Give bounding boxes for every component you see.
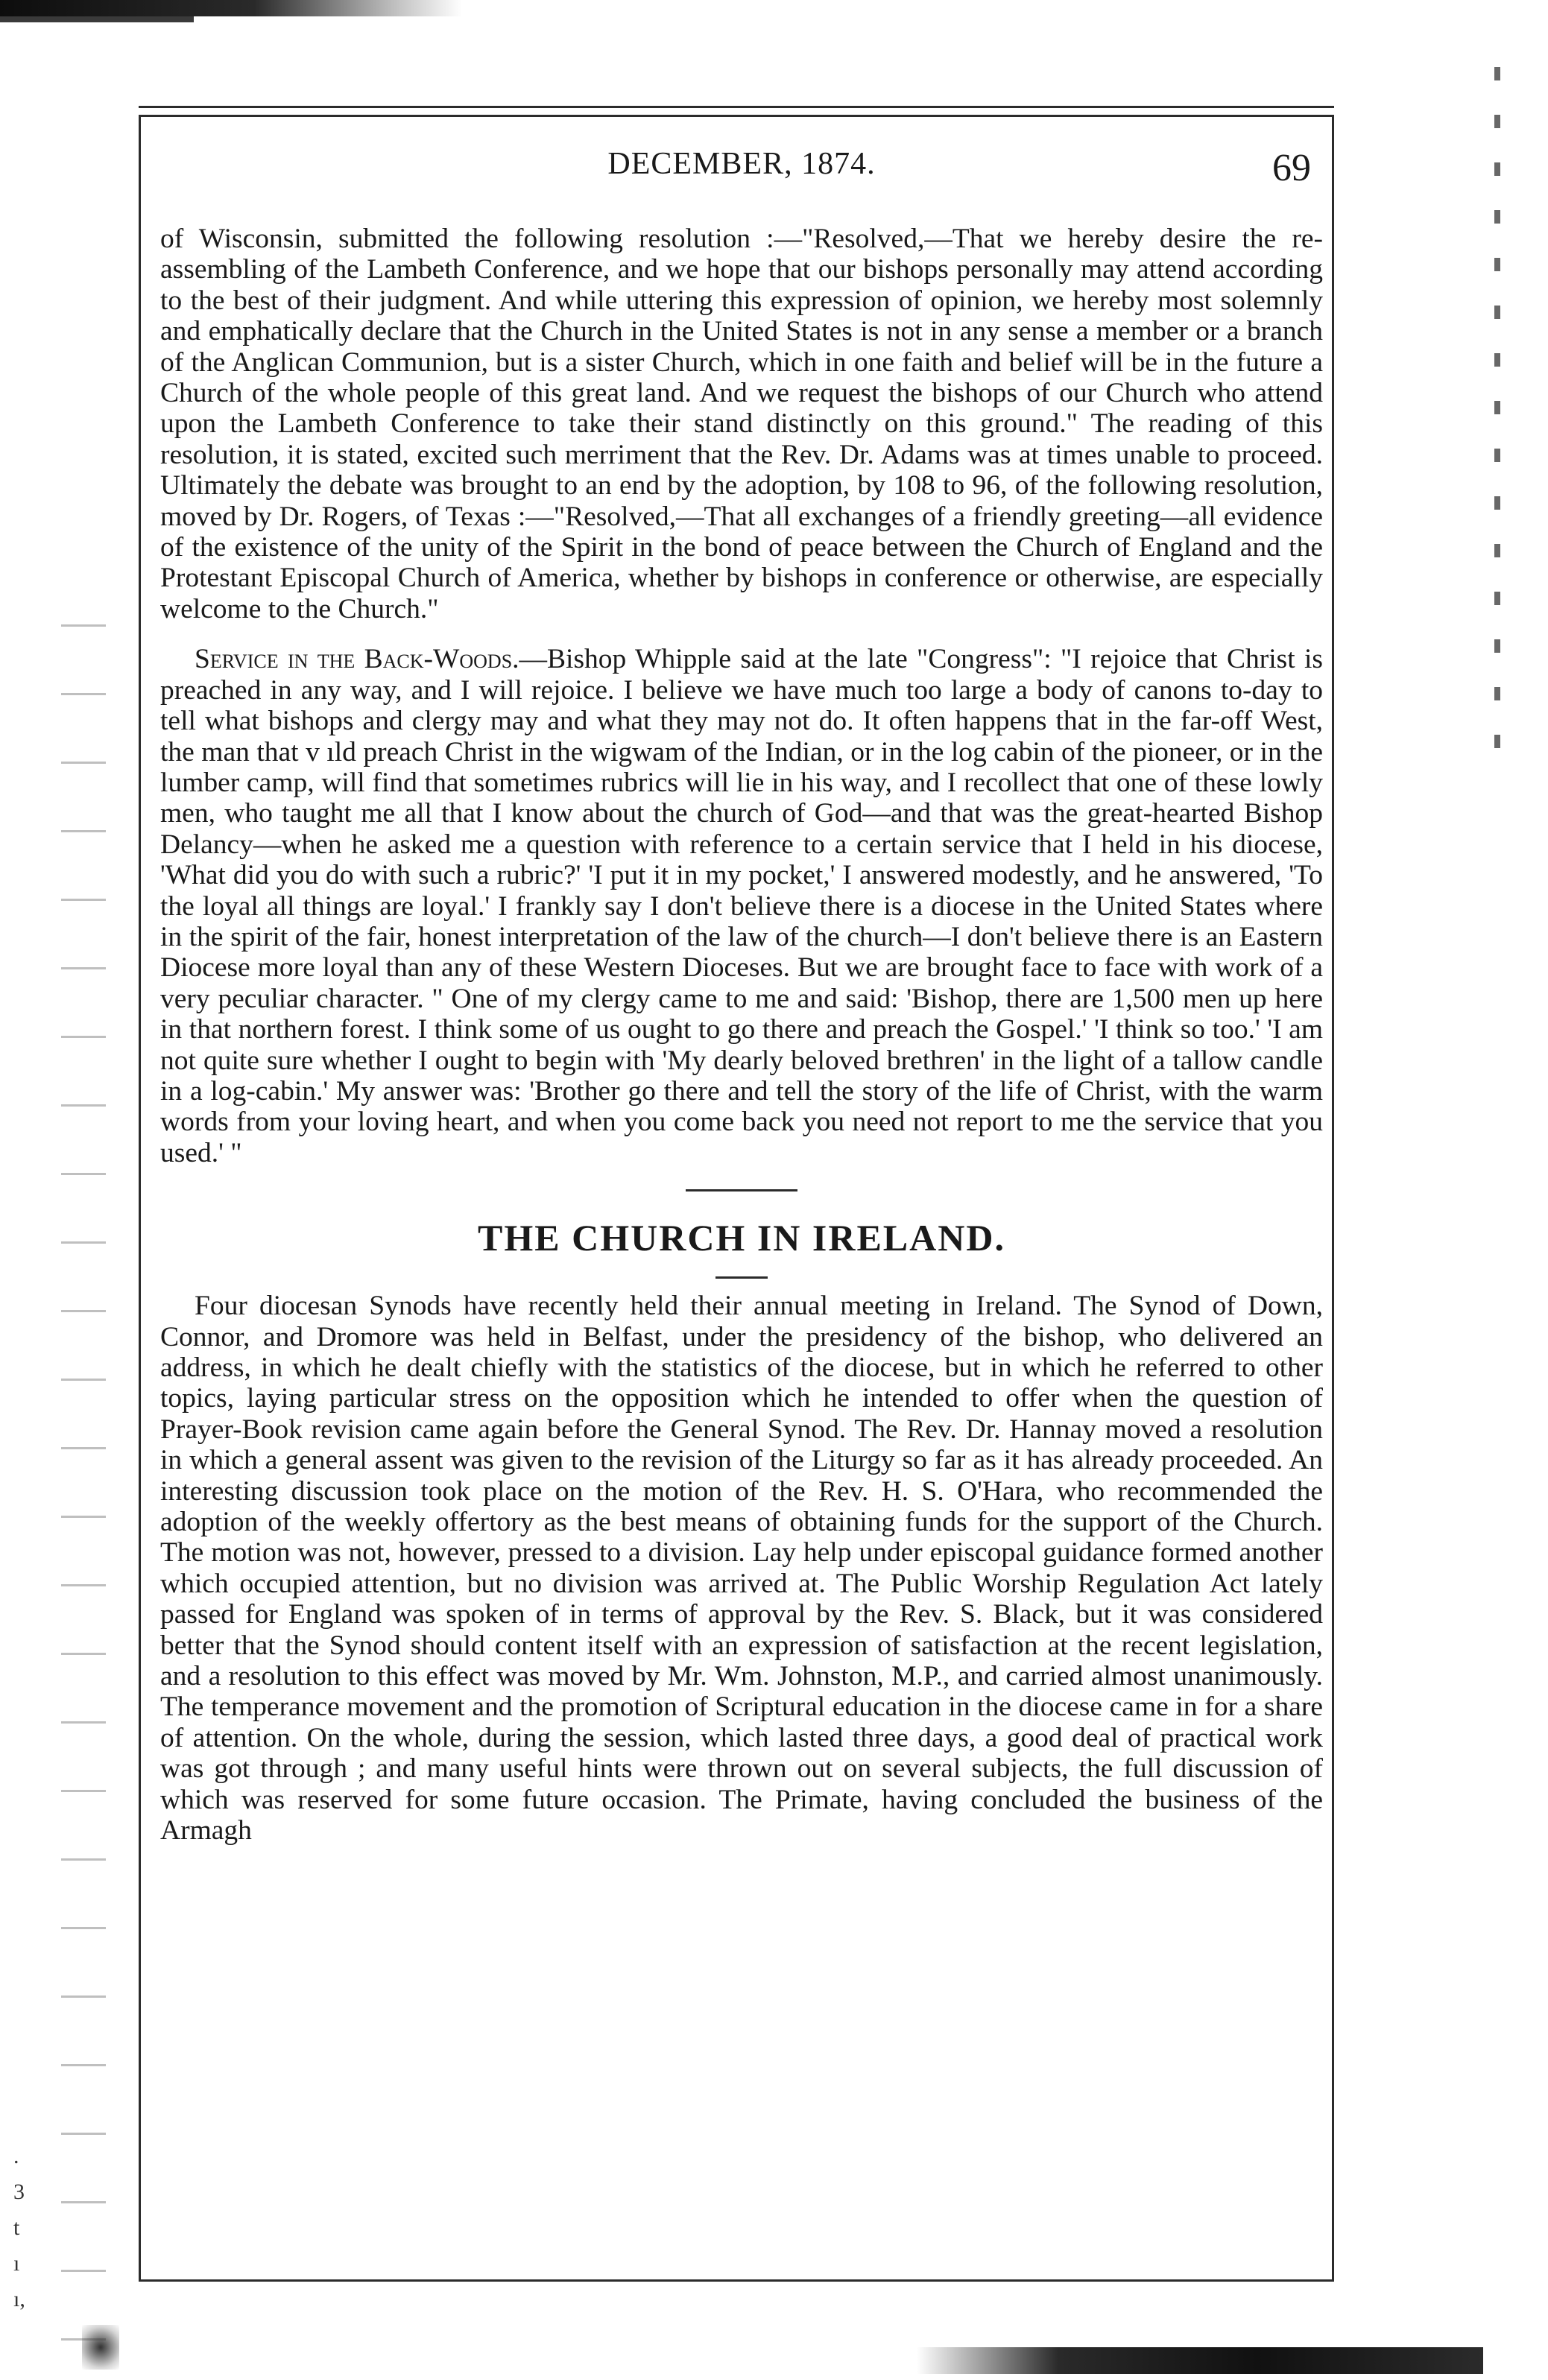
scan-smudge	[82, 2325, 119, 2370]
title-rule	[715, 1276, 768, 1279]
article-body	[160, 224, 1323, 1846]
page-header	[160, 146, 1323, 213]
paragraph-wisconsin-resolution: of Wisconsin, submitted the following resolution :—"Resolved,—That we hereby desire the re-assembling of the Lambeth Conference, and we hope that our bishops personally may attend according to the best of their judgment. And while uttering this expression of opinion, we hereby most solemnly and emphatically declare that the Church in the United States is not in any sense a member or a branch of the Anglican Communion, but is a sister Church, which in one faith and belief will be in the future a Church of the whole people of this great land. And we request the bishops of our Church who attend upon the Lambeth Conference to take their stand distinctly on this ground." The reading of this resolution, it is stated, excited such merriment that the Rev. Dr. Adams was at times unable to proceed. Ultimately the debate was brought to an end by the adoption, by 108 to 96, of the following resolution, moved by Dr. Rogers, of Texas :—"Resolved,—That all exchanges of a friendly greeting—all evidence of the existence of the unity of the Spirit in the bond of peace between the Church of England and the Protestant Episcopal Church of America, whether by bishops in conference or otherwise, are especially welcome to the Church."	[160, 224, 1323, 624]
section-title: THE CHURCH IN IRELAND.	[478, 1217, 1005, 1259]
margin-letter: ı,	[13, 2287, 25, 2311]
margin-letter: ı	[13, 2251, 20, 2276]
scan-edge-shadow	[0, 0, 462, 16]
scan-edge-shadow-lower	[0, 16, 194, 22]
margin-letter: .	[13, 2144, 19, 2168]
scan-bottom-shadow	[917, 2347, 1483, 2374]
binding-margin-marks	[61, 596, 106, 2370]
right-margin-marks	[1494, 67, 1500, 768]
paragraph-church-in-ireland: Four diocesan Synods have recently held their annual meeting in Ireland. The Synod of Down, Connor, and Dromore was held in Belfast, under the presidency of the bishop, who delivered an address, in which he dealt chiefly with the statistics of the diocese, but in which he referred to other topics, laying particular stress on the opposition which he intended to offer when the question of Prayer-Book revision came again before the General Synod. The Rev. Dr. Hannay moved a resolution in which a general assent was given to the revision of the Liturgy so far as it has already proceeded. An interesting discussion took place on the motion of the Rev. H. S. O'Hara, who recommended the adoption of the weekly offertory as the best means of obtaining funds for the support of the Church. The motion was not, however, pressed to a division. Lay help under episcopal guidance formed another which occupied attention, but no division was arrived at. The Public Worship Regulation Act lately passed for England was spoken of in terms of approval by the Rev. S. Black, but it was considered better that the Synod should content itself with an expression of satisfaction at the recent legislation, and a resolution to this effect was moved by Mr. Wm. Johnston, M.P., and carried almost unanimously. The temperance movement and the promotion of Scriptural education in the diocese came in for a share of attention. On the whole, during the session, which lasted three days, a good deal of practical work was got through ; and many useful hints were thrown out on several subjects, the full discussion of which was reserved for some future occasion. The Primate, having concluded the business of the Armagh	[160, 1291, 1323, 1846]
margin-letter: 3	[13, 2180, 25, 2204]
back-woods-text: —Bishop Whipple said at the late "Congress": "I rejoice that Christ is preached in any way, and I will rejoice. I believe we have much too large a body of canons to-day to tell what bishops and clergy may and what they may not do. It often happens that in the far-off West, the man that v ıld preach Christ in the wigwam of the Indian, or in the log cabin of the pioneer, or in the lumber camp, will find that sometimes rubrics will lie in his way, and I recollect that one of these lowly men, who taught me all that I know about the church of God—and that was the great-hearted Bishop Delancy—when he asked me a question with reference to a certain service that I held in his diocese, 'What did you do with such a rubric?' 'I put it in my pocket,' I answered modestly, and he answered, 'To the loyal all things are loyal.' I frankly say I don't believe there is a diocese in the United States where in the spirit of the fair, honest interpretation of the law of the church—I don't believe there is an Eastern Diocese more loyal than any of these Western Dioceses. But we are brought face to face with work of a very peculiar character. " One of my clergy came to me and said: 'Bishop, there are 1,500 men up here in that northern forest. I think some of us ought to go there and preach the Gospel.' 'I think so too.' 'I am not quite sure whether I ought to begin with 'My dearly beloved brethren' in the light of a tallow candle in a log-cabin.' My answer was: 'Brother go there and tell the story of the life of Christ, with the warm words from your loving heart, and when you come back you need not report to me the service that you used.' "	[160, 644, 1323, 1168]
margin-letters	[13, 2139, 43, 2317]
margin-letter: t	[13, 2215, 20, 2240]
page-number: 69	[1272, 147, 1311, 189]
section-divider	[686, 1189, 797, 1191]
running-head: DECEMBER, 1874.	[607, 147, 876, 181]
paragraph-back-woods	[160, 644, 1323, 1168]
paragraph-gap	[160, 624, 1323, 644]
page-top-rule	[139, 106, 1334, 108]
section-run-in-heading: Service in the Back-Woods.	[195, 644, 519, 675]
